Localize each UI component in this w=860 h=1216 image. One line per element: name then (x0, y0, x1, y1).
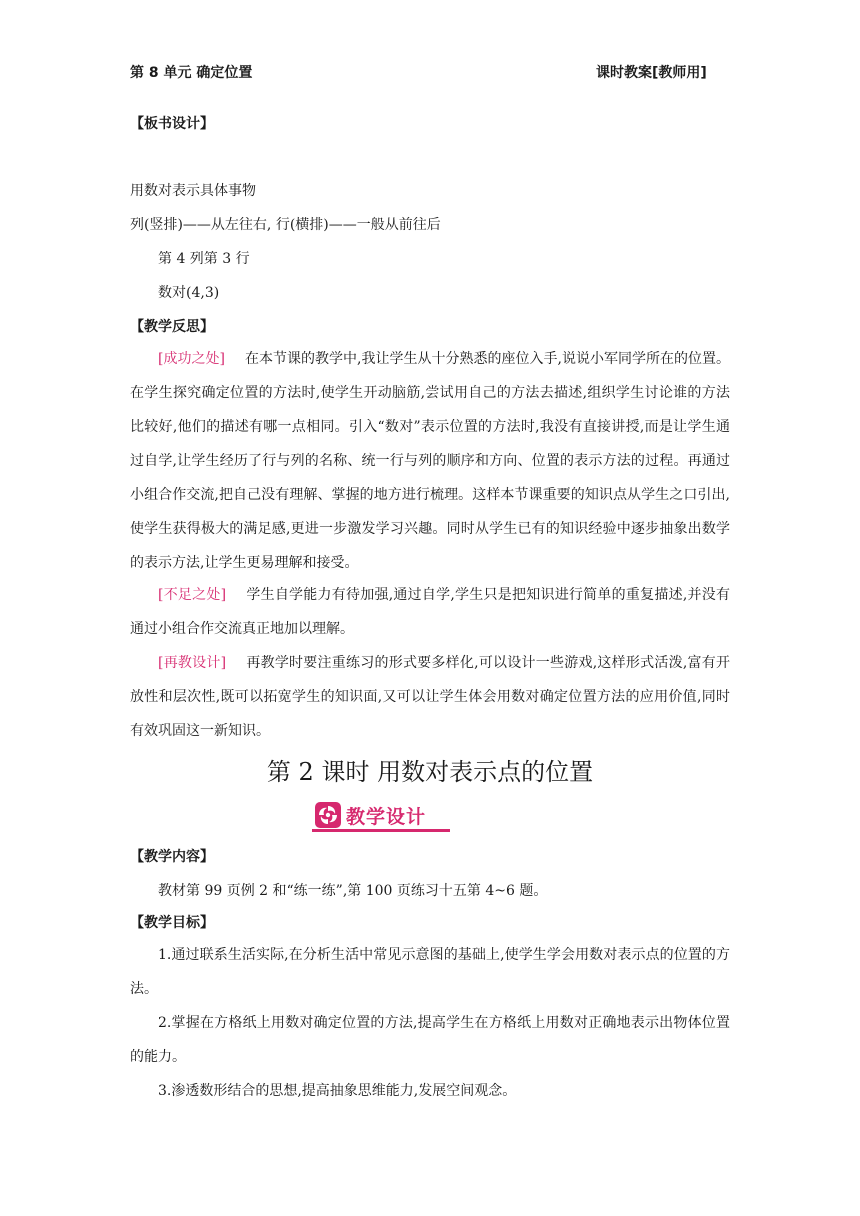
board-line-4: 数对(4,3) (158, 285, 220, 301)
teaching-design-banner (312, 800, 450, 832)
goal-2: 2.掌握在方格纸上用数对确定位置的方法,提高学生在方格纸上用数对正确地表示出物体位置的能力。 (130, 1015, 730, 1065)
goal-1: 1.通过联系生活实际,在分析生活中常见示意图的基础上,使学生学会用数对表示点的位置的方法。 (130, 947, 730, 997)
shortcoming-tag: [不足之处] (158, 587, 227, 603)
lesson-title: 第 2 课时 用数对表示点的位置 (266, 758, 594, 786)
board-line-2: 列(竖排)——从左往右, 行(横排)——一般从前往后 (130, 217, 441, 233)
board-design-heading: 【板书设计】 (130, 116, 214, 132)
reflection-shortcoming-paragraph (130, 578, 730, 646)
header-doc-type: 课时教案[教师用] (596, 65, 707, 81)
redesign-text: 再教学时要注重练习的形式要多样化,可以设计一些游戏,这样形式活泼,富有开放性和层次性,既可以拓宽学生的知识面,又可以让学生体会用数对确定位置方法的应用价值,同时有效巩固这一新知识。 (130, 655, 730, 739)
banner-text: 教学设计 (346, 806, 427, 828)
content-heading: 【教学内容】 (130, 849, 214, 865)
goals-heading: 【教学目标】 (130, 915, 214, 931)
reflection-redesign-paragraph (130, 646, 730, 748)
success-tag: [成功之处] (158, 351, 225, 367)
redesign-tag: [再教设计] (158, 655, 227, 671)
board-line-3: 第 4 列第 3 行 (158, 251, 250, 267)
header-unit-title: 第 8 单元 确定位置 (130, 65, 253, 81)
reflection-heading: 【教学反思】 (130, 319, 214, 335)
reflection-success-paragraph (130, 342, 730, 580)
shortcoming-text: 学生自学能力有待加强,通过自学,学生只是把知识进行简单的重复描述,并没有通过小组合作交流真正地加以理解。 (130, 587, 730, 637)
swirl-logo-icon (315, 802, 341, 828)
goal-3: 3.渗透数形结合的思想,提高抽象思维能力,发展空间观念。 (158, 1083, 517, 1099)
content-text: 教材第 99 页例 2 和“练一练”,第 100 页练习十五第 4~6 题。 (158, 883, 548, 899)
banner-underline (312, 829, 450, 832)
board-line-1: 用数对表示具体事物 (130, 183, 256, 199)
success-text: 在本节课的教学中,我让学生从十分熟悉的座位入手,说说小军同学所在的位置。在学生探究确定位置的方法时,使学生开动脑筋,尝试用自己的方法去描述,组织学生讨论谁的方法比较好,他们的描述有哪一点相同。引入“数对”表示位置的方法时,我没有直接讲授,而是让学生通过自学,让学生经历了行与列的名称、统一行与列的顺序和方向、位置的表示方法的过程。再通过小组合作交流,把自己没有理解、掌握的地方进行梳理。这样本节课重要的知识点从学生之口引出,使学生获得极大的满足感,更进一步激发学习兴趣。同时从学生已有的知识经验中逐步抽象出数学的表示方法,让学生更易理解和接受。 (130, 351, 730, 571)
